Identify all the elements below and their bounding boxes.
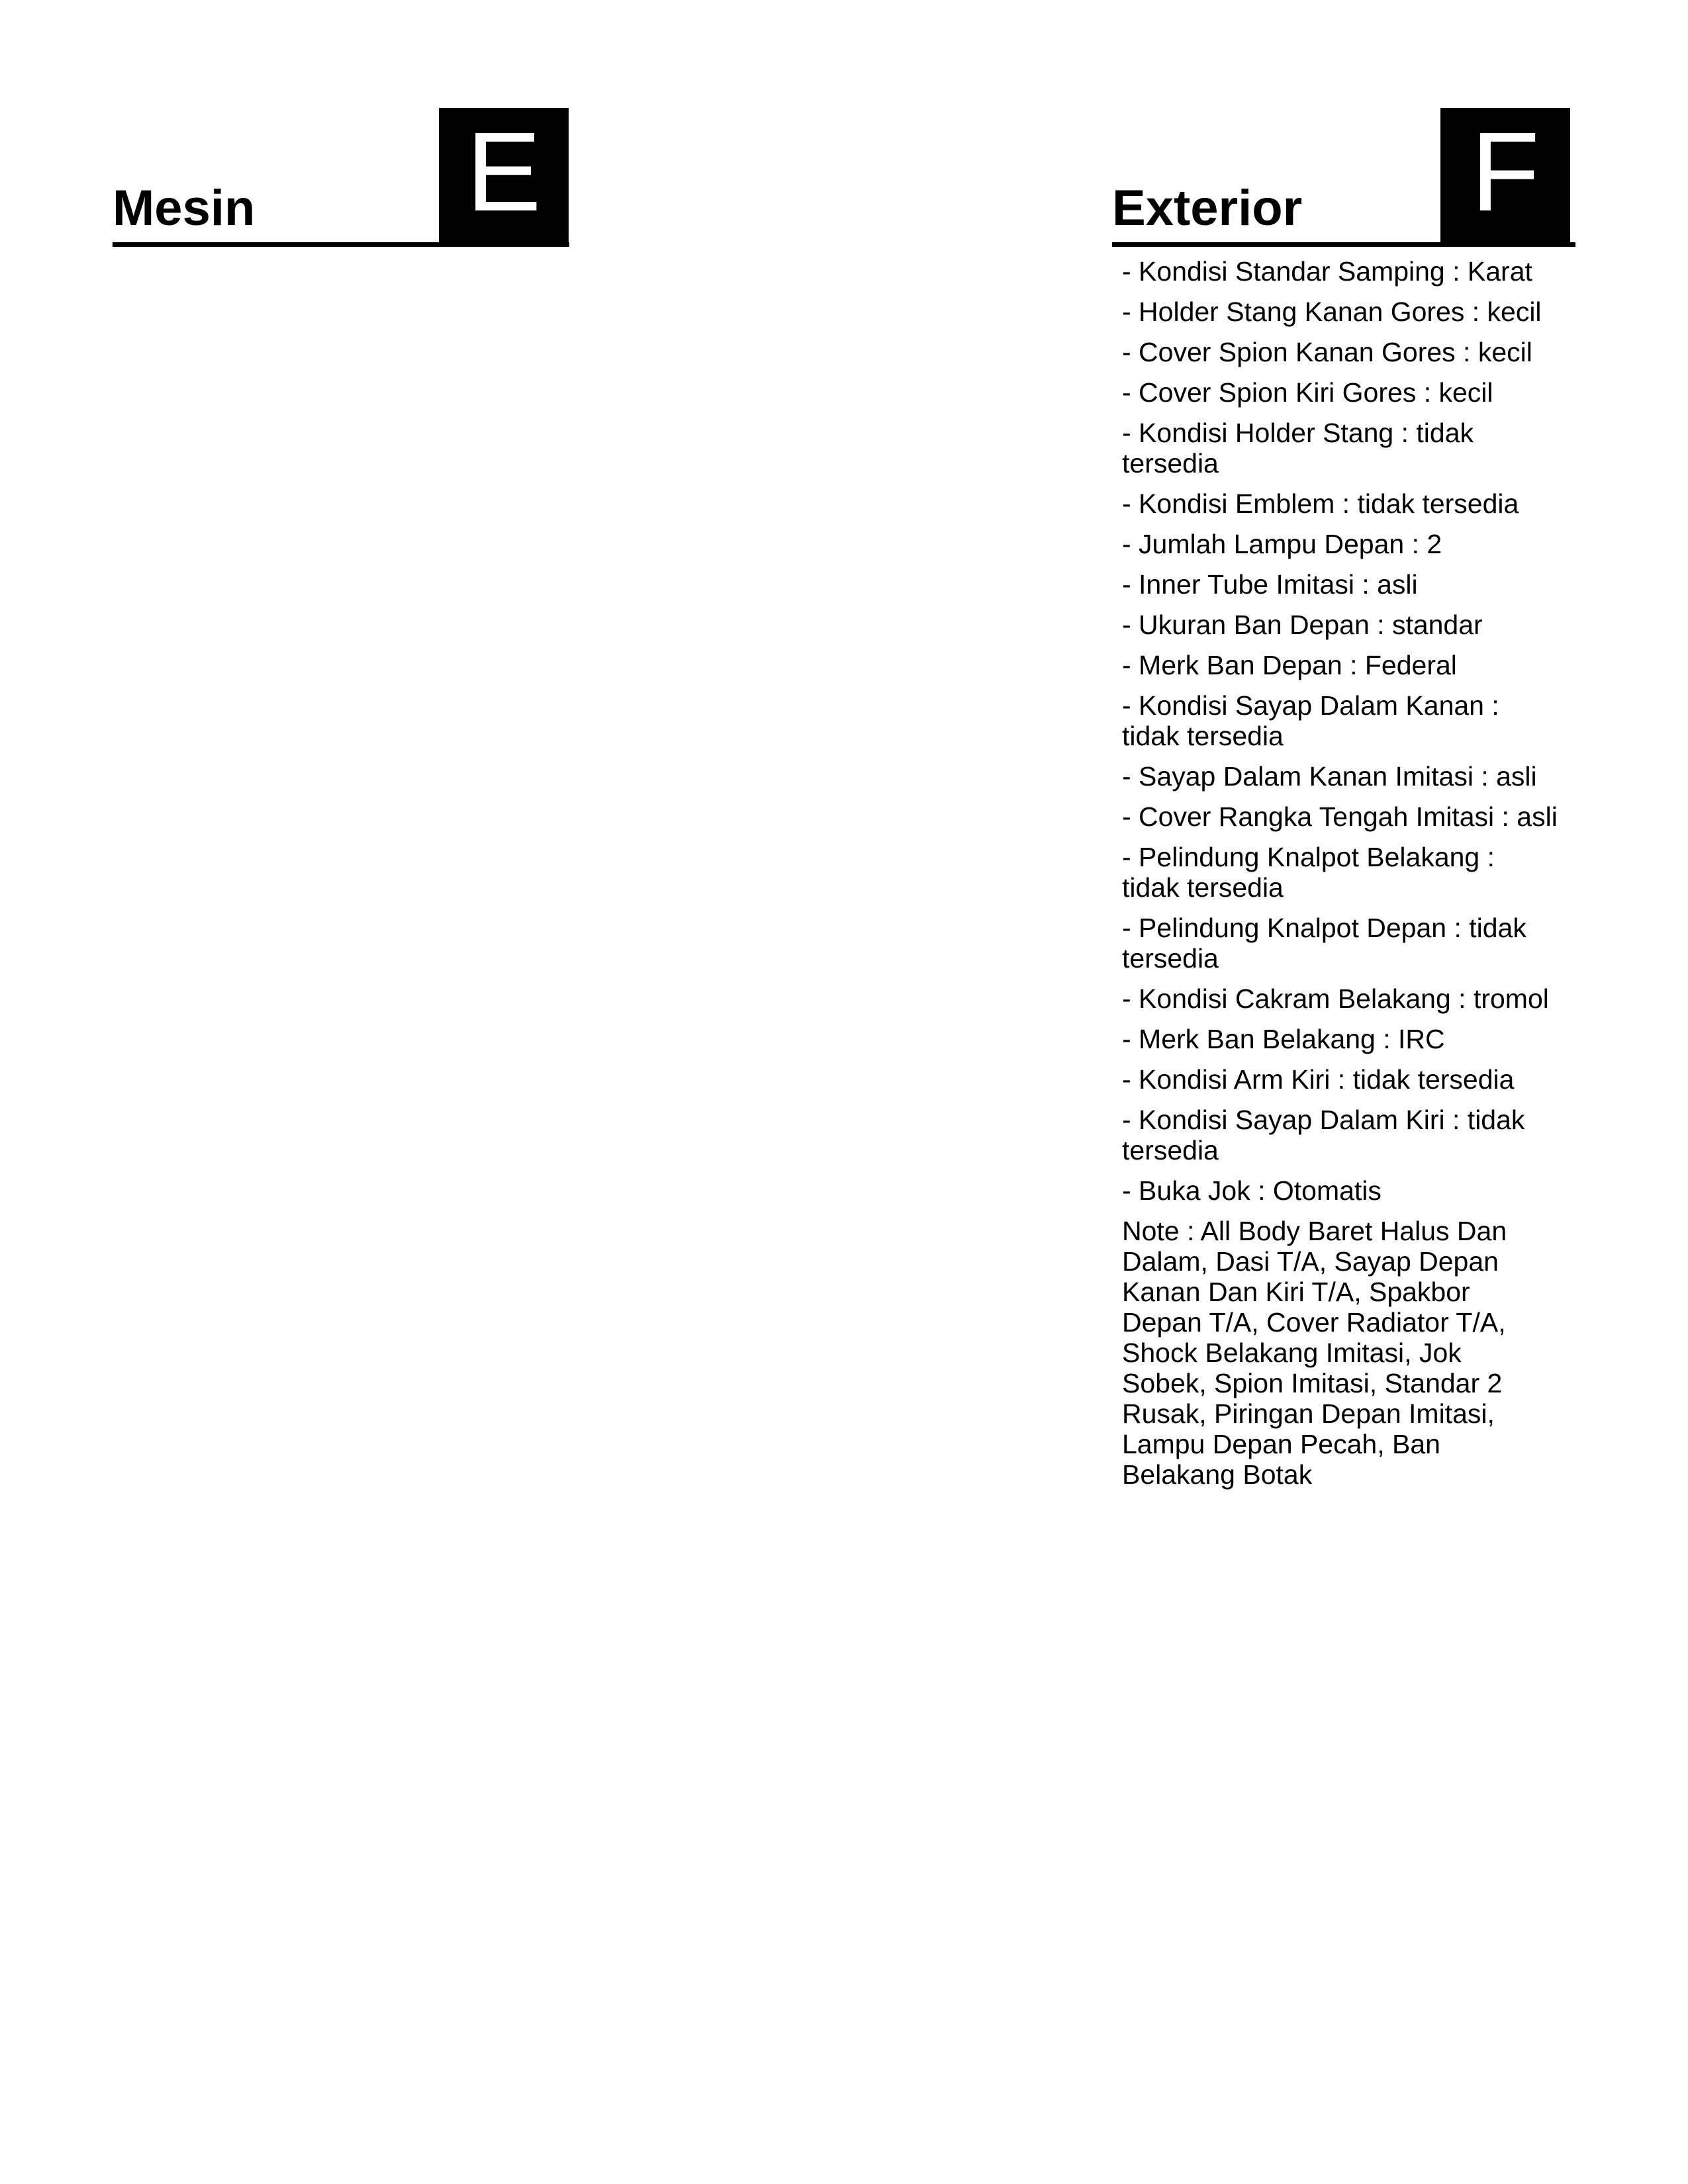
list-item: - Merk Ban Depan : Federal [1122,650,1457,680]
list-item: - Sayap Dalam Kanan Imitasi : asli [1122,761,1537,792]
section-divider-mesin [113,242,569,247]
list-item: - Kondisi Sayap Dalam Kiri : tidak tersedia [1122,1105,1525,1165]
section-badge-mesin: E [439,108,569,244]
list-item: - Kondisi Cakram Belakang : tromol [1122,983,1549,1014]
list-item: - Holder Stang Kanan Gores : kecil [1122,296,1542,327]
section-title-mesin: Mesin [113,180,256,236]
list-item: - Cover Spion Kanan Gores : kecil [1122,337,1532,367]
list-item: - Pelindung Knalpot Depan : tidak tersedia [1122,913,1526,974]
list-item: - Pelindung Knalpot Belakang : tidak tersedia [1122,842,1495,903]
list-item: - Jumlah Lampu Depan : 2 [1122,529,1442,559]
list-item: - Kondisi Standar Samping : Karat [1122,256,1532,287]
section-header-exterior [1112,108,1575,247]
list-item: - Kondisi Holder Stang : tidak tersedia [1122,418,1474,478]
section-mesin [113,108,569,247]
list-item: - Cover Spion Kiri Gores : kecil [1122,377,1493,408]
list-item: - Inner Tube Imitasi : asli [1122,569,1418,600]
exterior-item-list [1112,256,1559,1206]
list-item: - Kondisi Emblem : tidak tersedia [1122,488,1519,519]
list-item: - Kondisi Arm Kiri : tidak tersedia [1122,1064,1515,1095]
list-item: - Kondisi Sayap Dalam Kanan : tidak tersedia [1122,690,1499,751]
section-exterior [1112,108,1575,1490]
section-divider-exterior [1112,242,1575,247]
exterior-note: Note : All Body Baret Halus Dan Dalam, Dasi T/A, Sayap Depan Kanan Dan Kiri T/A, Spakbor Depan T/A, Cover Radiator T/A, Shock Belakang Imitasi, Jok Sobek, Spion Imitasi, Standar 2 Rusak, Piringan Depan Imitasi, Lampu Depan Pecah, Ban Belakang Botak [1122,1216,1507,1490]
section-title-exterior: Exterior [1112,180,1303,236]
section-badge-exterior: F [1440,108,1570,244]
list-item: - Merk Ban Belakang : IRC [1122,1024,1445,1054]
list-item: - Cover Rangka Tengah Imitasi : asli [1122,801,1558,832]
list-item: - Buka Jok : Otomatis [1122,1175,1382,1206]
section-header-mesin [113,108,569,247]
list-item: - Ukuran Ban Depan : standar [1122,610,1483,640]
